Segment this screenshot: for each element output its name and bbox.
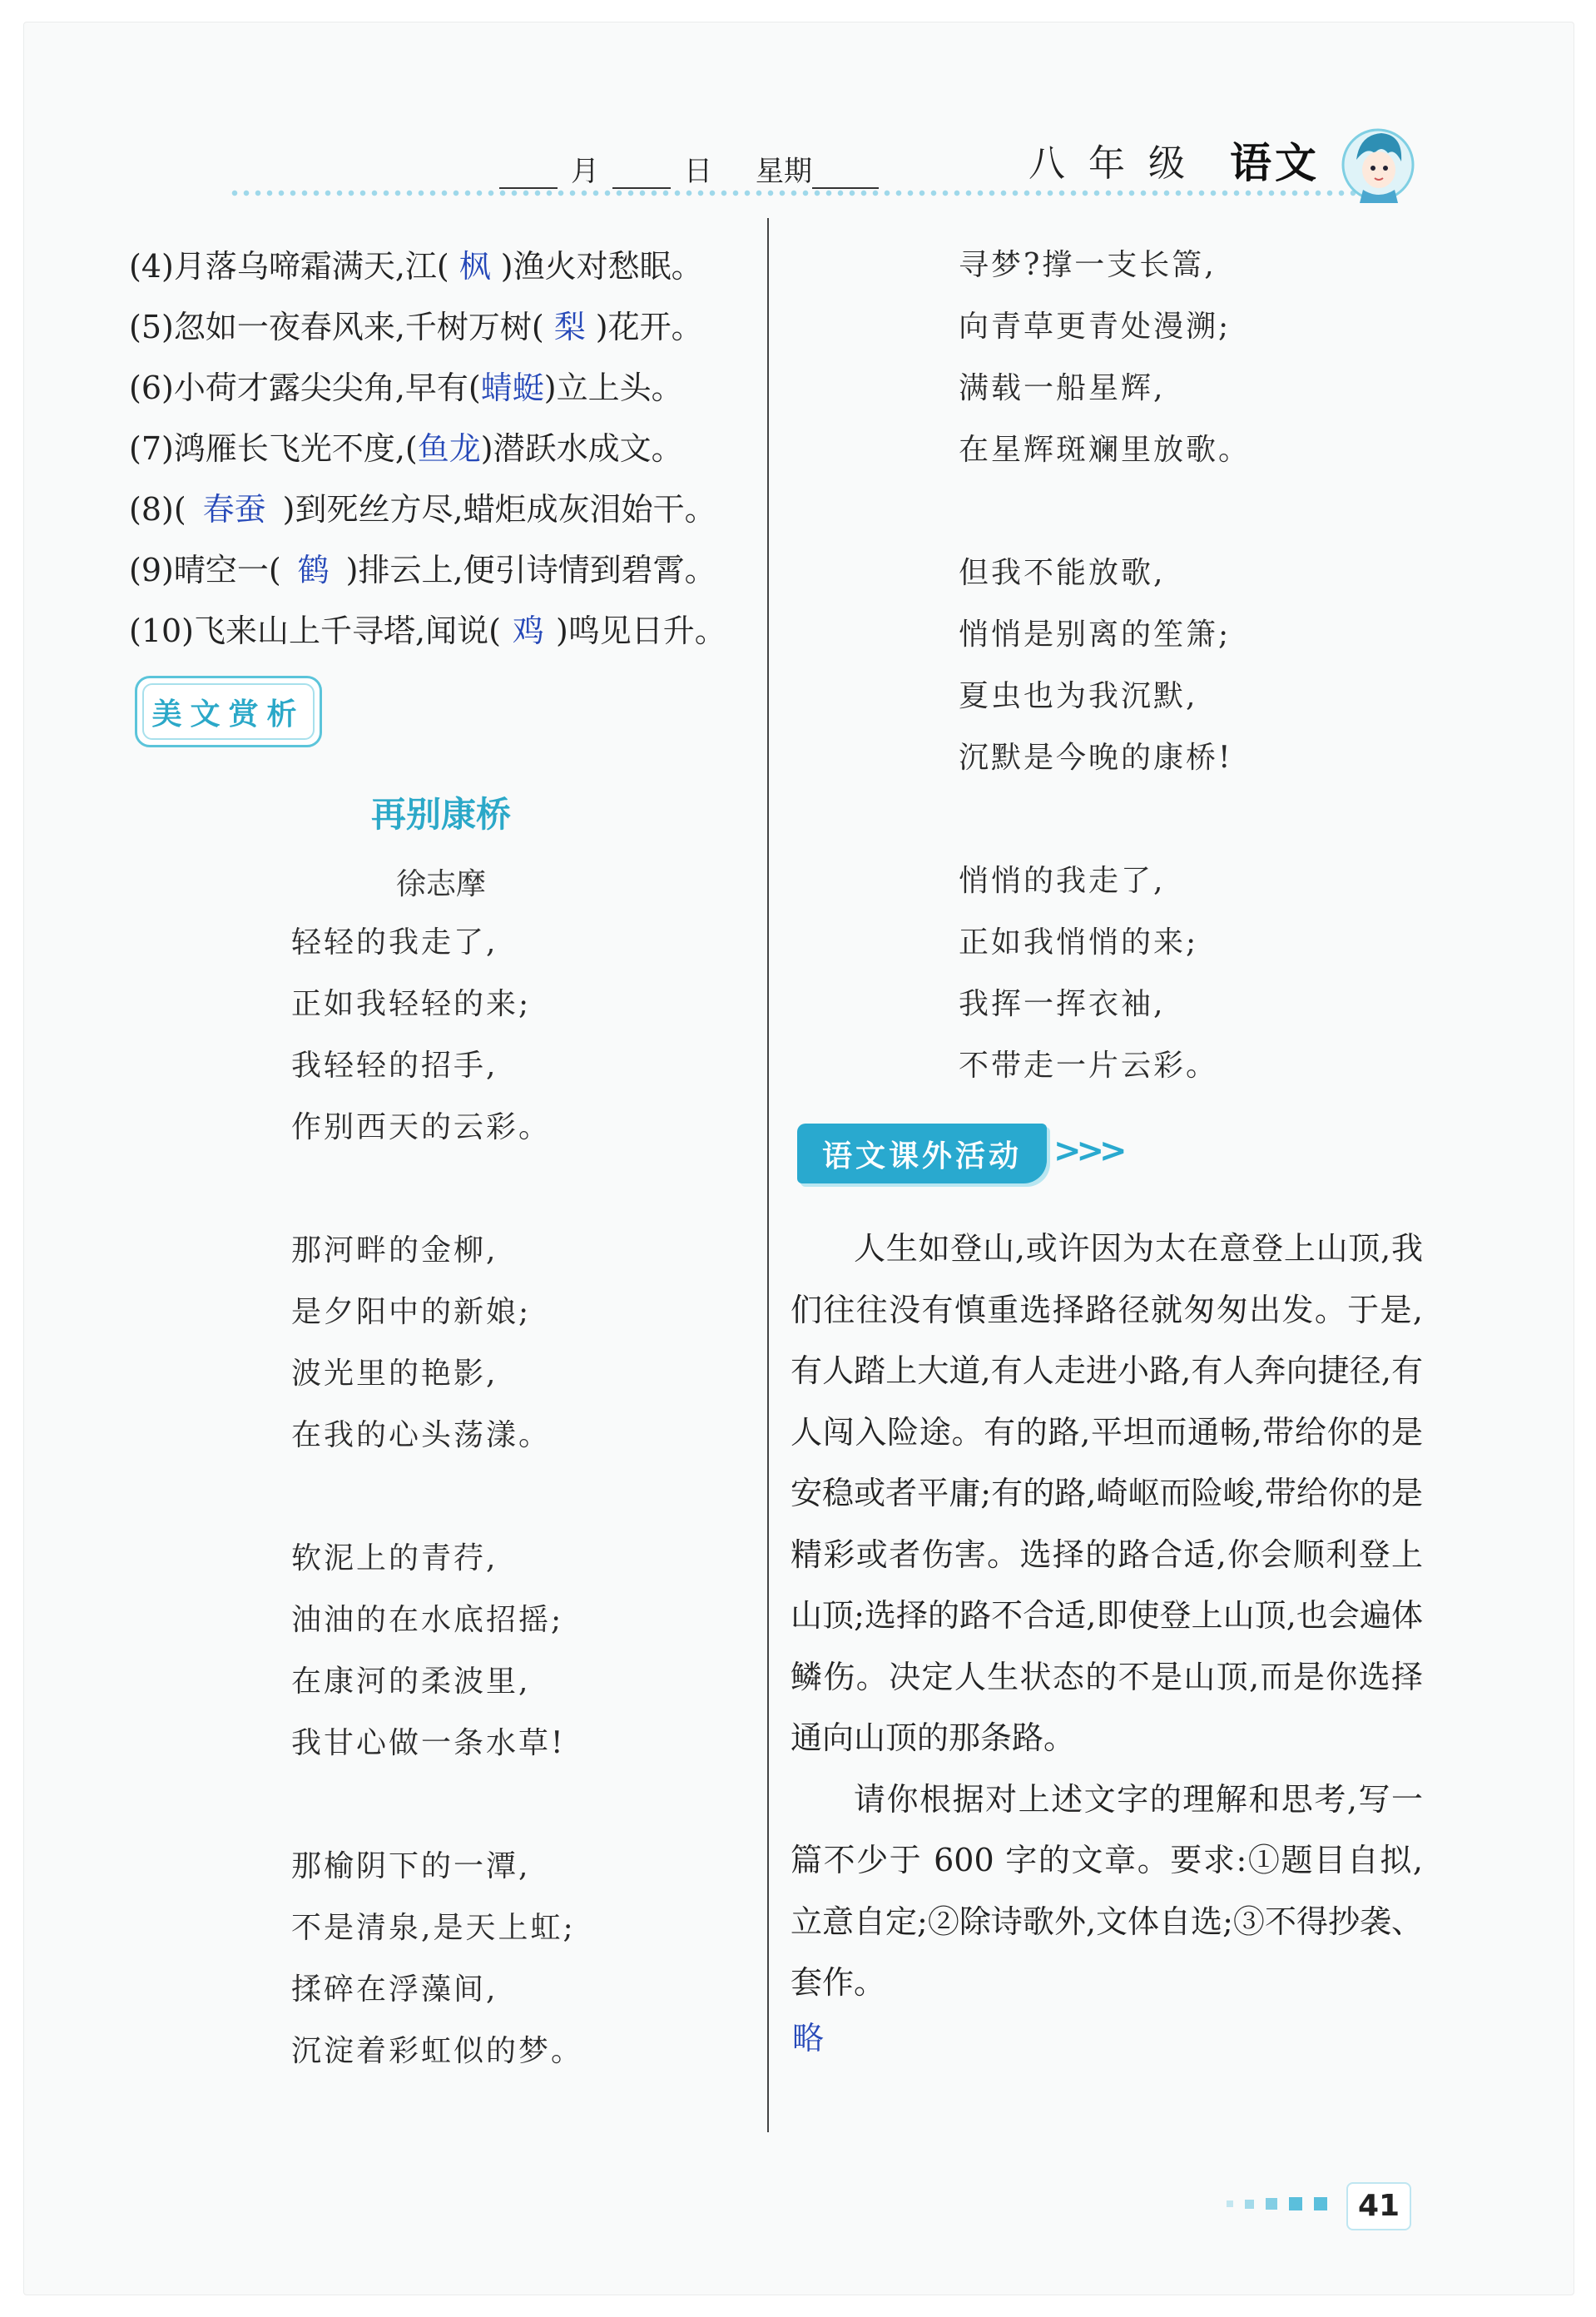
poem-line: 轻轻的我走了, <box>291 925 498 960</box>
appreciation-badge <box>135 676 322 747</box>
answer-fill: 鹤 <box>297 552 330 588</box>
poem-line: 油油的在水底招摇; <box>291 1603 564 1637</box>
essay-prompt <box>791 1218 1423 2014</box>
poem-line: 作别西天的云彩。 <box>291 1110 552 1144</box>
poem-line: 波光里的艳影, <box>291 1357 498 1391</box>
poem-line: 满载一船星辉, <box>959 371 1166 405</box>
poem-line: 向青草更青处漫溯; <box>959 310 1232 344</box>
grade-label: 八年级 <box>1028 142 1208 185</box>
poem-line: 在我的心头荡漾。 <box>291 1418 552 1452</box>
month-label: 月 <box>571 155 599 188</box>
poem-line: 正如我悄悄的来; <box>959 925 1199 960</box>
poem-title: 再别康桥 <box>370 794 511 835</box>
poem-line: 是夕阳中的新娘; <box>291 1295 532 1329</box>
weekday-label: 星期 <box>756 155 812 188</box>
column-divider <box>767 218 769 2132</box>
poem-line: 但我不能放歌, <box>959 556 1166 590</box>
answer-fill: 鱼龙 <box>417 430 481 467</box>
answer-line: (5)忽如一夜春风来,千树万树( 梨 )花开。 <box>129 309 703 345</box>
poem-line: 软泥上的青荇, <box>291 1541 498 1575</box>
day-label: 日 <box>684 155 712 188</box>
poem-line: 正如我轻轻的来; <box>291 987 532 1021</box>
answer-fill: 春蚕 <box>202 491 266 528</box>
activity-label: 语文课外活动 <box>821 1139 1022 1173</box>
poem-line: 我挥一挥衣袖, <box>959 987 1166 1021</box>
poem-line: 那河畔的金柳, <box>291 1233 498 1268</box>
appreciation-label: 美文赏析 <box>151 697 305 732</box>
poem-line: 在星辉斑斓里放歌。 <box>959 433 1252 467</box>
answer-fill: 鸡 <box>512 613 544 649</box>
answer-line: (9)晴空一( 鹤 )排云上,便引诗情到碧霄。 <box>129 552 716 588</box>
answer-line: (4)月落乌啼霜满天,江( 枫 )渔火对愁眠。 <box>129 248 703 285</box>
poem-line: 揉碎在浮藻间, <box>291 1972 498 2007</box>
poem-line: 沉默是今晚的康桥! <box>959 741 1233 775</box>
activity-badge <box>797 1124 1047 1183</box>
answer-fill: 枫 <box>458 248 491 285</box>
answer-fill: 梨 <box>553 309 586 345</box>
page-number: 41 <box>1346 2182 1411 2230</box>
answer-line: (8)( 春蚕 )到死丝方尽,蜡炬成灰泪始干。 <box>129 491 716 528</box>
poem-line: 沉淀着彩虹似的梦。 <box>291 2034 584 2068</box>
poem-line: 寻梦?撑一支长篙, <box>959 248 1217 282</box>
poem-right-column <box>959 235 1251 1097</box>
poem-author: 徐志摩 <box>395 867 486 901</box>
footer-decoration <box>1227 2197 1327 2210</box>
poem-line: 在康河的柔波里, <box>291 1665 531 1699</box>
poem-line: 那榆阴下的一潭, <box>291 1849 531 1883</box>
essay-paragraph: 请你根据对上述文字的理解和思考,写一篇不少于 600 字的文章。要求:①题目自拟,立意自定;②除诗歌外,文体自选;③不得抄袭、套作。 <box>791 1780 1423 2001</box>
poem-line: 悄悄是别离的笙箫; <box>959 618 1232 652</box>
poem-line: 我轻轻的招手, <box>291 1049 498 1083</box>
poem-left-column <box>291 912 583 2082</box>
answer-line: (10)飞来山上千寻塔,闻说( 鸡 )鸣见日升。 <box>129 613 726 649</box>
poem-line: 不带走一片云彩。 <box>959 1049 1219 1083</box>
essay-paragraph: 人生如登山,或许因为太在意登上山顶,我们往往没有慎重选择路径就匆匆出发。于是,有人踏上大道,有人走进小路,有人奔向捷径,有人闯入险途。有的路,平坦而通畅,带给你的是安稳或者平庸;有的路,崎岖而险峻,带给你的是精彩或者伤害。选择的路合适,你会顺利登上山顶;选择的路不合适,即使登上山顶,也会遍体鳞伤。决定人生状态的不是山顶,而是你选择通向山顶的那条路。 <box>791 1230 1423 1756</box>
header-dotted-rule <box>229 190 1394 196</box>
poem-line: 我甘心做一条水草! <box>291 1726 566 1760</box>
answer-line: (6)小荷才露尖尖角,早有(蜻蜓)立上头。 <box>129 370 683 406</box>
chevrons-right-icon: >>> <box>1053 1132 1123 1170</box>
answer-fill: 蜻蜓 <box>480 370 544 406</box>
poem-line: 悄悄的我走了, <box>959 864 1166 898</box>
fill-in-answers <box>129 236 726 662</box>
mascot-icon <box>1340 123 1416 206</box>
answer-line: (7)鸿雁长飞光不度,(鱼龙)潜跃水成文。 <box>129 430 683 467</box>
date-line <box>499 148 879 189</box>
essay-answer: 略 <box>792 2020 825 2057</box>
month-blank <box>499 161 558 189</box>
poem-line: 夏虫也为我沉默, <box>959 679 1198 713</box>
poem-line: 不是清泉,是天上虹; <box>291 1911 576 1945</box>
subject-label: 语文 <box>1230 139 1320 187</box>
weekday-blank <box>812 161 879 189</box>
day-blank <box>612 161 671 189</box>
